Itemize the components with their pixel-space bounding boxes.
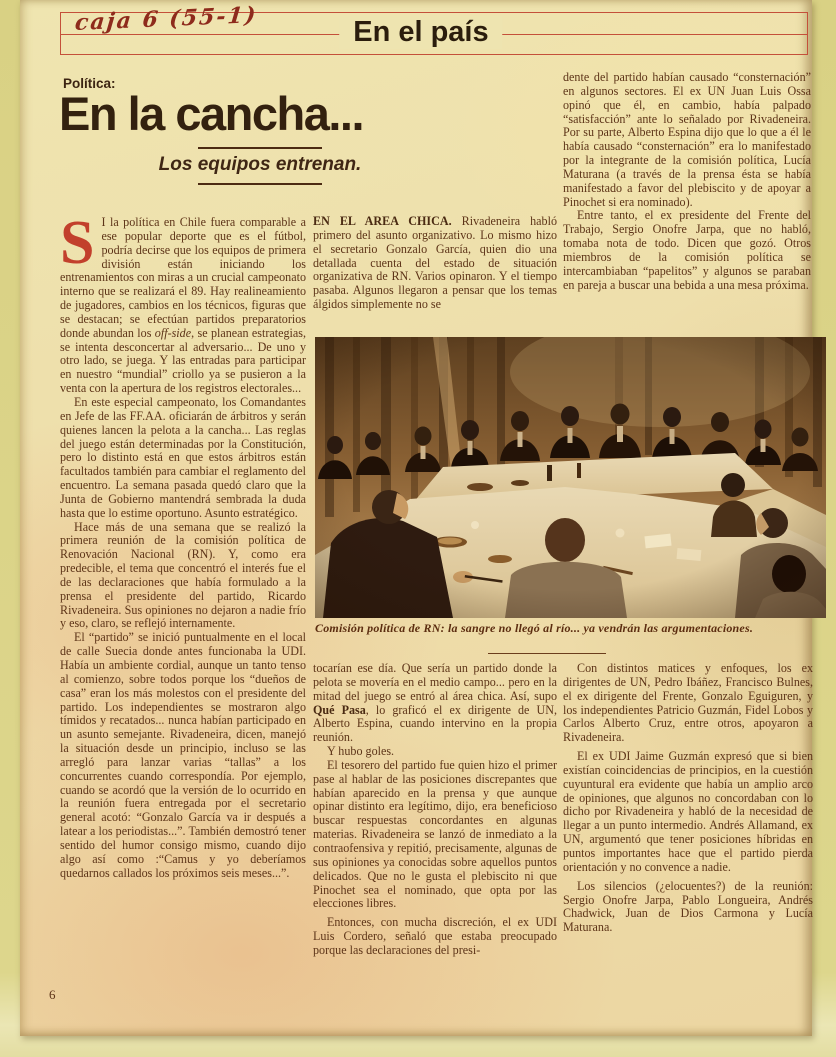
paragraph-text: Rivadeneira habló primero del asunto organizativo. Lo mismo hizo el secretario Gonzalo García, quien dio una detallada cuenta del estado de situación organizativa de RN. Varios opinaron. Y el tiempo pasaba. Algunos llegaron a pensar que los temas álgidos simplemente no se (313, 214, 558, 312)
page-number: 6 (49, 987, 56, 1002)
paragraph (60, 209, 306, 396)
paragraph-text: I la política en Chile fuera comparable a ese popular deporte que es el fútbol, podría decirse que los equipos de primera división están iniciando los entrenamientos con miras a un crucial campeonato interno que se realizará el 89. Hay realineamiento de jugadores, cambios en los técnicos, figuras que se destacan; se efectúan partidos preparatorios donde abundan los (60, 215, 306, 340)
paragraph-text: , lo graficó el ex dirigente de UN, Alberto Espina, cuando intervino en la propia reunión. (313, 702, 557, 745)
drop-cap: S (60, 209, 95, 277)
column-1 (60, 209, 306, 881)
paragraph: Con distintos matices y enfoques, los ex dirigentes de UN, Pedro Ibáñez, Francisco Bulnes, el ex dirigente del Frente, Gonzalo Eguiguren, y los independientes Patricio Guzmán, Fidel Lobos y Carlos Alberto Cruz, entre otros, apoyaron a Rivadeneira. (563, 661, 813, 745)
section-lead-in: EN EL AREA CHICA. (313, 214, 452, 228)
paragraph: El ex UDI Jaime Guzmán expresó que si bien existían coincidencias de principios, en la cuestión cuyuntural era evidente que había un amplio arco de opiniones, que algunos no concordaban con lo dicho por Rivadeneira y habló de la necesidad de llegar a un punto intermedio. Andrés Allamand, ex UN, argumentó que tener posiciones híbridas en puntos importantes hace que el partido pierda orientación y no convence a nadie. (563, 749, 813, 874)
column-3-top (563, 71, 811, 293)
magazine-name: Qué Pasa (313, 702, 366, 717)
paragraph: Entre tanto, el ex presidente del Frente del Trabajo, Sergio Onofre Jarpa, que no habló, tomaba nota de todo. Dicen que gozó. Otros miembros de la comisión política se intercambiaban “papelitos” y algunos se paraban en pareja a buscar una bebida a una mesa próxima. (563, 208, 811, 292)
column-2-top (313, 215, 557, 312)
paragraph: dente del partido habían causado “consternación” en algunos sectores. El ex UN Juan Luis Ossa opinó que él, en cambio, había palpado “satisfacción” ante lo señalado por Rivadeneira. Por su parte, Alberto Espina dijo que lo que a él le había causado “consternación” era lo manifestado por la integrante de la comisión política, Lucía Maturana (a través de la prensa ésta se había manifestado a favor del plebiscito y de apoyar a Pinochet si era nominado). (563, 70, 811, 209)
paragraph: Y hubo goles. (327, 744, 395, 759)
paragraph: Los silencios (¿elocuentes?) de la reunión: Sergio Onofre Jarpa, Pablo Longueira, Andrés Chadwick, Juan de Dios Carmona y Lucía Maturana. (563, 878, 813, 935)
article-subtitle-block (130, 147, 390, 185)
paragraph: El tesorero del partido fue quien hizo el primer pase al hablar de las posiciones discrepantes que habían aparecido en la prensa y que aunque opinar distinto era legítimo, dijo, era beneficioso buscar respuestas concordantes en algunas materias. Rivadeneira se lanzó de inmediato a la contraofensiva y repitió, precisamente, algunas de sus opiniones ya conocidas sobre aquellos puntos delicados. Que no le gusta el plebiscito ni que Pinochet sea el nominado, que opta por las elecciones libres. (313, 757, 557, 911)
paragraph-text: tocarían ese día. Que sería un partido donde la pelota se movería en el medio campo... pero en la mitad del juego se entró al área chica. Así, supo (313, 661, 557, 703)
paragraph: En este especial campeonato, los Comandantes en Jefe de las FF.AA. oficiarán de árbitros y serán quienes lancen la pelota a la cancha... Las reglas del juego están determinadas por la Constitución, pero lo distinto está en que estos árbitros están facultados también para cambiar el reglamento del encuentro. La semana pasada quedó claro que la Junta de Gobierno mantendrá sembrada la duda hasta que lo estime oportuno. Asunto estratégico. (60, 394, 306, 520)
subtitle-rule-bottom (198, 183, 322, 185)
meeting-photo-illustration (315, 337, 826, 618)
meeting-photo (315, 337, 826, 618)
italic-term: off-side (154, 325, 192, 340)
newspaper-page (20, 0, 812, 1036)
paragraph: Entonces, con mucha discreción, el ex UDI Luis Cordero, señaló que estaba preocupado porque las declaraciones del presi- (313, 915, 557, 957)
article-kicker: Política: (63, 76, 116, 91)
article-subtitle: Los equipos entrenan. (158, 154, 362, 175)
archive-annotation: caja 6 (55-1) (73, 1, 259, 37)
column-2-bottom (313, 662, 557, 958)
article-title: En la cancha... (59, 87, 364, 140)
paragraph (313, 215, 557, 312)
photo-vignette (315, 337, 826, 618)
section-title: En el país (339, 16, 502, 49)
section-divider-rule (488, 653, 606, 654)
column-3-bottom (563, 662, 813, 935)
paragraph-text: , se planean estrategias, se intenta desconcertar al adversario... De uno y otro lado, se juega. Y las entradas para participar en nuestro “mundial” criollo ya se pusieron a la venta con la apertura de los registros electorales... (60, 325, 306, 396)
paragraph: El “partido” se inició puntualmente en el local de calle Suecia donde antes funcionaba la UDI. Había un ambiente cordial, aunque un tanto tenso al comienzo, sobre todos porque los “dueños de casa” eran los más molestos con el presidente del partido. Los independientes se mostraron algo tímidos y recatados... nunca habían participado en un asunto semejante. Rivadeneira, dicen, manejó la situación desde un principio, incluso se las arregló para lanzar varias “tallas” a los concurrentes cuando correspondía. Por ejemplo, cuando se acordó que la versión de lo ocurrido en la reunión fuera entregada por el secretario general acotó: “Gonzalo García va ir después a latear a los periodistas...”. También demostró tener sentido del humor consigo mismo, cuando dijo algo así como :“Camus y yo deberíamos quedarnos callados los próximos seis meses...”. (60, 630, 306, 880)
photo-caption: Comisión política de RN: la sangre no llegó al río... ya vendrán las argumentaciones. (315, 621, 754, 635)
paragraph: Hace más de una semana que se realizó la primera reunión de la comisión política de Renovación Nacional (RN). Y, como era predecible, el tema que concentró el interés fue el de las declaraciones que había formulado a la prensa el presidente del partido, Ricardo Rivadeneira. Sus opiniones no dejaron a nadie frío y eso, claro, se reflejó internamente. (60, 519, 306, 631)
section-header-box (60, 1, 808, 55)
subtitle-rule-top (198, 147, 322, 149)
paragraph (313, 662, 557, 745)
